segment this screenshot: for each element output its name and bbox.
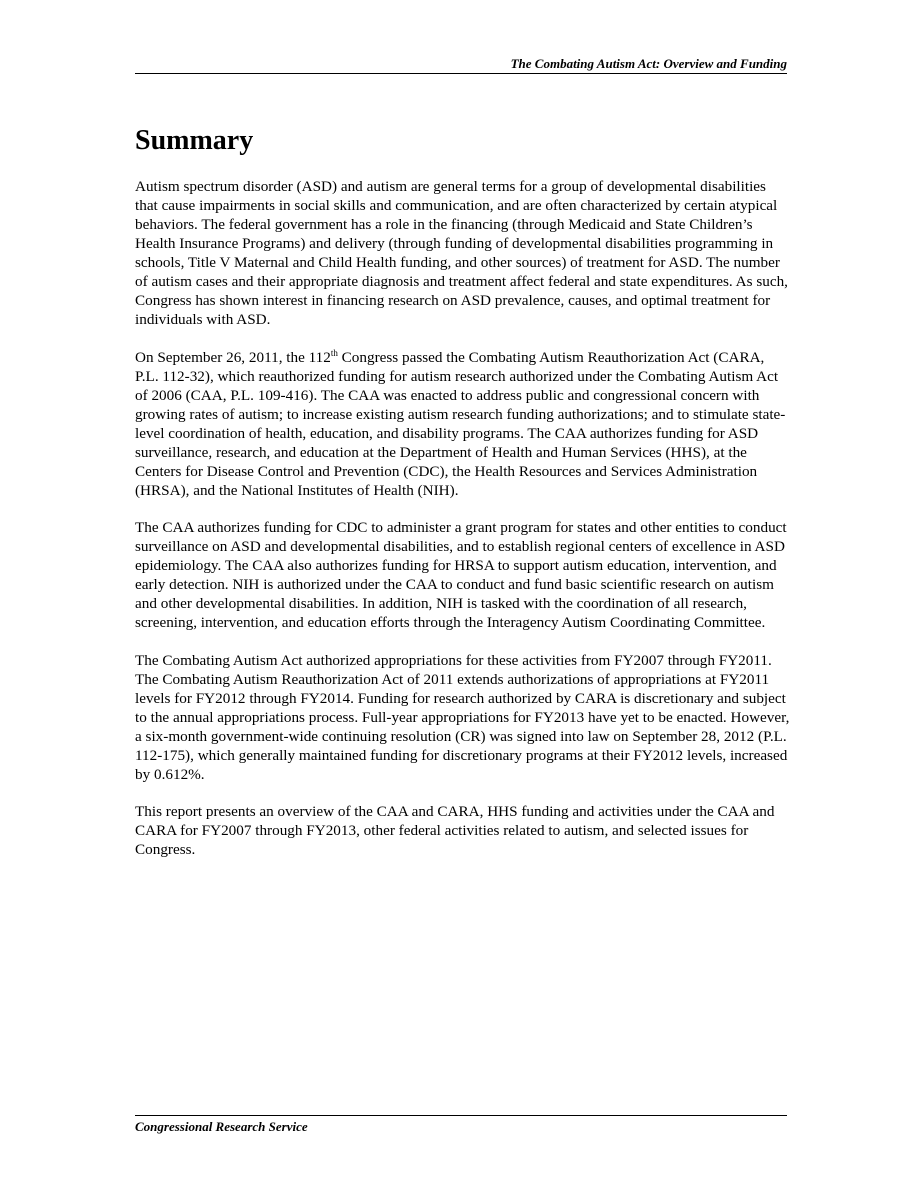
paragraph-2-text-start: On September 26, 2011, the 112 <box>135 348 331 366</box>
page-title: Summary <box>135 125 254 156</box>
paragraph-3: The CAA authorizes funding for CDC to administer a grant program for states and other entities to conduct surveillance on ASD and developmental disabilities, and to establish regional centers of excellence in ASD epidemiology. The CAA also authorizes funding for HRSA to support autism education, intervention, and early detection. NIH is authorized under the CAA to conduct and fund basic scientific research on autism and other developmental disabilities. In addition, NIH is tasked with the coordination of all research, screening, intervention, and education efforts through the Interagency Autism Coordinating Committee. <box>135 519 787 631</box>
paragraph-2 <box>135 348 790 500</box>
footer-rule <box>135 1115 787 1116</box>
ordinal-superscript: th <box>330 347 338 358</box>
paragraph-2-text-end: Congress passed the Combating Autism Reauthorization Act (CARA, P.L. 112-32), which reauthorized funding for autism research authorized under the Combating Autism Act of 2006 (CAA, P.L. 109-416). The CAA was enacted to address public and congressional concern with growing rates of autism; to increase existing autism research funding authorizations; and to stimulate state-level coordination of health, education, and disability programs. The CAA authorizes funding for ASD surveillance, research, and education at the Department of Health and Human Services (HHS), at the Centers for Disease Control and Prevention (CDC), the Health Resources and Services Administration (HRSA), and the National Institutes of Health (NIH). <box>135 348 786 499</box>
paragraph-5: This report presents an overview of the CAA and CARA, HHS funding and activities under the CAA and CARA for FY2007 through FY2013, other federal activities related to autism, and selected issues for Congress. <box>135 803 775 858</box>
paragraph-4: The Combating Autism Act authorized appropriations for these activities from FY2007 through FY2011. The Combating Autism Reauthorization Act of 2011 extends authorizations of appropriations at FY2011 levels for FY2012 through FY2014. Funding for research authorized by CARA is discretionary and subject to the annual appropriations process. Full-year appropriations for FY2013 have yet to be enacted. However, a six-month government-wide continuing resolution (CR) was signed into law on September 28, 2012 (P.L. 112-175), which generally maintained funding for discretionary programs at their FY2012 levels, increased by 0.612%. <box>135 651 790 783</box>
running-header: The Combating Autism Act: Overview and Funding <box>510 56 787 71</box>
running-footer: Congressional Research Service <box>135 1119 308 1134</box>
paragraph-1: Autism spectrum disorder (ASD) and autism are general terms for a group of developmental disabilities that cause impairments in social skills and communication, and are often characterized by certain atypical behaviors. The federal government has a role in the financing (through Medicaid and State Children’s Health Insurance Programs) and delivery (through funding of developmental disabilities programming in schools, Title V Maternal and Child Health funding, and other sources) of treatment for ASD. The number of autism cases and their appropriate diagnosis and treatment affect federal and state expenditures. As such, Congress has shown interest in financing research on ASD prevalence, causes, and optimal treatment for individuals with ASD. <box>135 178 788 328</box>
body-text <box>135 177 790 878</box>
header-rule <box>135 73 787 74</box>
